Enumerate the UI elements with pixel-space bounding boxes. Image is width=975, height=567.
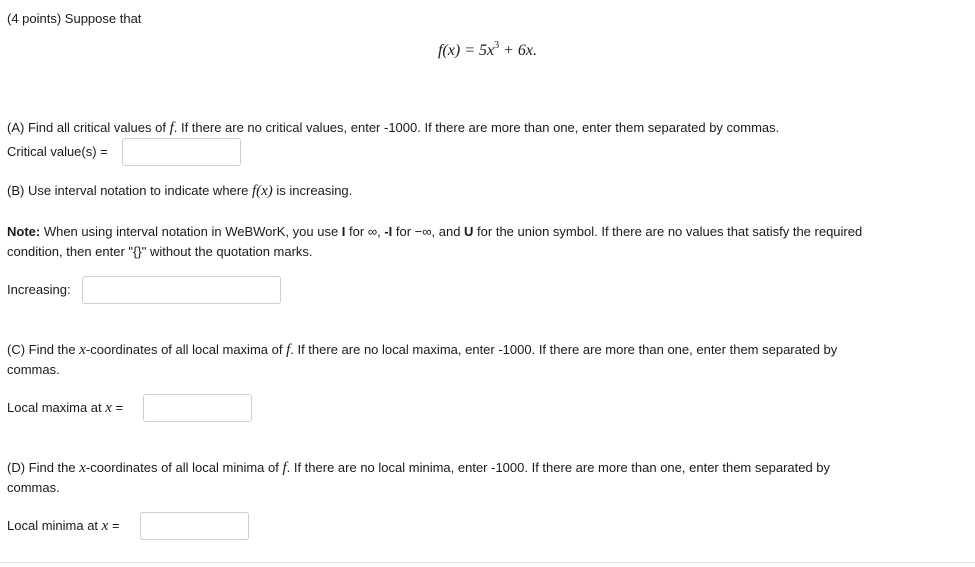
part-c-question (7, 341, 837, 359)
critical-values-label: Critical value(s) = (7, 144, 108, 159)
local-maxima-label-text: Local maxima at (7, 400, 106, 415)
part-c-suffix: . If there are no local maxima, enter -1000. If there are more than one, enter them separated by (290, 342, 838, 357)
note-line-2: condition, then enter "{}" without the quotation marks. (7, 244, 313, 259)
critical-values-input[interactable] (122, 138, 241, 166)
note-text-4: for the union symbol. If there are no values that satisfy the required (473, 224, 863, 239)
part-d-question-line-2: commas. (7, 480, 60, 495)
local-maxima-label-var: x (105, 400, 112, 416)
part-c-prefix: (C) Find the (7, 342, 80, 357)
note-text-1: When using interval notation in WeBWorK, you use (40, 224, 342, 239)
note-text-3: for −∞, and (392, 224, 465, 239)
formula-exponent: 3 (494, 40, 500, 51)
local-maxima-label-eq: = (111, 400, 124, 415)
part-a-suffix: . If there are no critical values, enter -1000. If there are more than one, enter them separated by commas. (173, 120, 780, 135)
note-text-2: for ∞, (345, 224, 385, 239)
part-c-var-f: f (286, 342, 291, 358)
part-d-var-x: x (79, 460, 86, 476)
local-minima-label-text: Local minima at (7, 518, 102, 533)
increasing-input[interactable] (82, 276, 281, 304)
part-c-var-x: x (79, 342, 86, 358)
local-minima-label (7, 517, 120, 535)
increasing-label: Increasing: (7, 282, 71, 297)
part-d-question (7, 459, 830, 477)
note-label: Note: (7, 224, 41, 239)
bottom-divider (0, 562, 975, 563)
note-infinity-symbol: I (341, 224, 346, 239)
local-maxima-input[interactable] (143, 394, 252, 422)
part-b-expr: f(x) (251, 183, 273, 199)
note-line-1 (7, 223, 862, 241)
part-b-suffix: is increasing. (272, 183, 353, 198)
problem-header: (4 points) Suppose that (7, 11, 142, 26)
local-maxima-label (7, 399, 123, 417)
function-formula (0, 40, 975, 60)
part-c-question-line-2: commas. (7, 362, 60, 377)
local-minima-label-eq: = (108, 518, 120, 533)
part-c-mid: -coordinates of all local maxima of (85, 342, 287, 357)
part-b-question (7, 182, 352, 200)
local-minima-input[interactable] (140, 512, 249, 540)
formula-rhs: + 6x. (499, 42, 537, 59)
note-neg-infinity-symbol: -I (384, 224, 393, 239)
part-b-prefix: (B) Use interval notation to indicate where (7, 183, 252, 198)
part-d-prefix: (D) Find the (7, 460, 80, 475)
part-a-var: f (169, 120, 174, 136)
part-a-prefix: (A) Find all critical values of (7, 120, 170, 135)
part-d-var-f: f (282, 460, 287, 476)
local-minima-label-var: x (101, 518, 109, 534)
formula-lhs: f(x) = 5x (437, 42, 495, 59)
part-a-question (7, 119, 779, 137)
part-d-mid: -coordinates of all local minima of (85, 460, 283, 475)
part-d-suffix: . If there are no local minima, enter -1000. If there are more than one, enter them separated by (286, 460, 831, 475)
note-union-symbol: U (464, 224, 474, 239)
